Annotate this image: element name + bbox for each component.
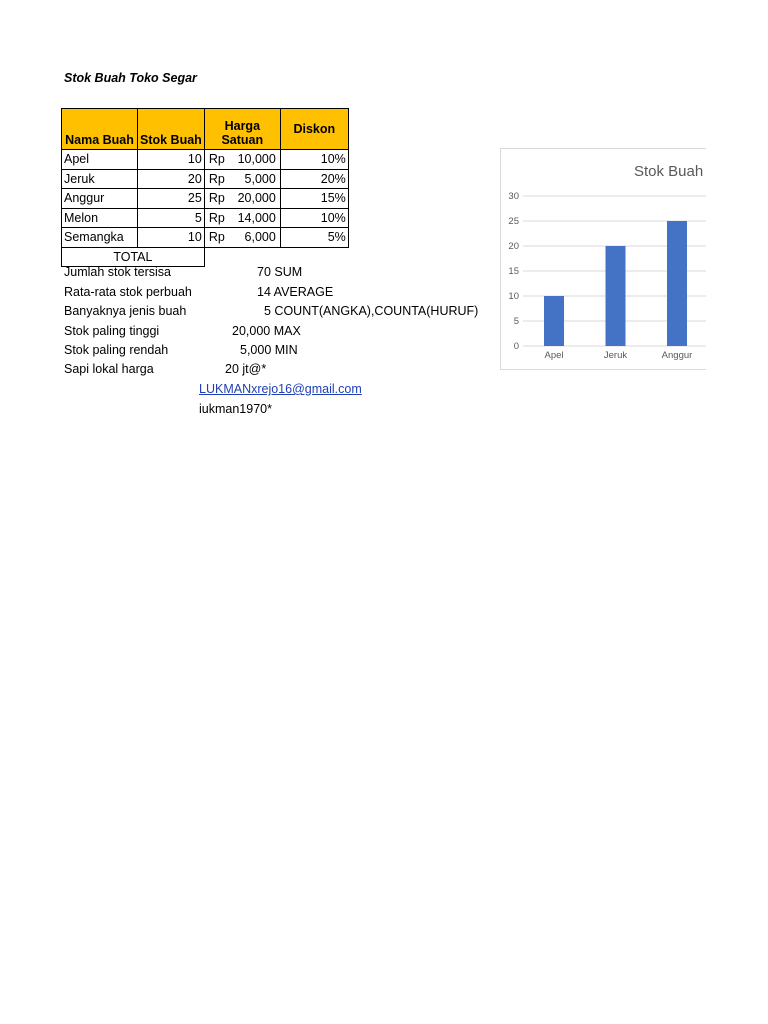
summary-label-jumlah[interactable]: Jumlah stok tersisa xyxy=(64,265,171,279)
summary-value-sapi[interactable]: 20 jt@* xyxy=(225,362,267,376)
cell-harga[interactable] xyxy=(204,208,280,228)
bar-jeruk[interactable] xyxy=(606,246,626,346)
cell-nama[interactable]: Melon xyxy=(62,208,138,228)
cell-stok[interactable]: 20 xyxy=(138,169,205,189)
blank-cell xyxy=(280,247,348,267)
cell-diskon[interactable]: 10% xyxy=(280,150,348,170)
chart-plot xyxy=(501,149,706,369)
y-tick-label: 25 xyxy=(508,216,519,227)
cell-harga[interactable] xyxy=(204,150,280,170)
table-row xyxy=(62,189,349,209)
header-harga-line2: Satuan xyxy=(221,133,264,147)
x-tick-label: Apel xyxy=(544,350,564,361)
summary-value-jumlah[interactable]: 70 SUM xyxy=(257,265,303,279)
currency-label: Rp xyxy=(208,191,225,205)
total-label[interactable]: TOTAL xyxy=(62,247,205,267)
y-tick-label: 0 xyxy=(513,341,519,352)
table-row xyxy=(62,150,349,170)
summary-label-rata[interactable]: Rata-rata stok perbuah xyxy=(64,285,192,299)
y-tick-label: 30 xyxy=(508,191,519,202)
sheet-title: Stok Buah Toko Segar xyxy=(64,71,197,85)
cell-nama[interactable]: Semangka xyxy=(62,228,138,248)
harga-amount: 14,000 xyxy=(237,210,276,225)
header-nama-buah[interactable]: Nama Buah xyxy=(62,109,138,150)
header-harga-line1: Harga xyxy=(224,119,261,133)
stock-chart[interactable] xyxy=(500,148,706,370)
currency-label: Rp xyxy=(208,210,225,225)
cell-nama[interactable]: Anggur xyxy=(62,189,138,209)
harga-amount: 10,000 xyxy=(237,152,276,166)
summary-value-tertinggi[interactable]: 20,000 MAX xyxy=(232,324,301,338)
bar-apel[interactable] xyxy=(544,296,564,346)
currency-label: Rp xyxy=(208,230,225,244)
email-link[interactable]: LUKMANxrejo16@gmail.com xyxy=(199,382,362,396)
header-harga-satuan[interactable] xyxy=(204,109,280,150)
total-row xyxy=(62,247,349,267)
cell-nama[interactable]: Apel xyxy=(62,150,138,170)
cell-stok[interactable]: 10 xyxy=(138,228,205,248)
cell-stok[interactable]: 25 xyxy=(138,189,205,209)
cell-diskon[interactable]: 20% xyxy=(280,169,348,189)
cell-diskon[interactable]: 15% xyxy=(280,189,348,209)
summary-value-banyak[interactable]: 5 COUNT(ANGKA),COUNTA(HURUF) xyxy=(264,304,479,318)
cell-diskon[interactable]: 10% xyxy=(280,208,348,228)
table-header-row xyxy=(62,109,349,150)
x-tick-label: Jeruk xyxy=(603,350,628,361)
table-row xyxy=(62,228,349,248)
y-tick-label: 20 xyxy=(508,241,519,252)
y-tick-label: 10 xyxy=(508,291,519,302)
summary-label-banyak[interactable]: Banyaknya jenis buah xyxy=(64,304,187,318)
cell-harga[interactable] xyxy=(204,228,280,248)
table-row xyxy=(62,169,349,189)
currency-label: Rp xyxy=(208,171,225,186)
summary-value-terendah[interactable]: 5,000 MIN xyxy=(240,343,298,357)
chart-title: Stok Buah xyxy=(634,163,704,180)
currency-label: Rp xyxy=(208,152,225,166)
harga-amount: 6,000 xyxy=(244,230,276,244)
summary-label-sapi[interactable]: Sapi lokal harga xyxy=(64,362,154,376)
harga-amount: 20,000 xyxy=(237,191,276,205)
cell-nama[interactable]: Jeruk xyxy=(62,169,138,189)
summary-label-tertinggi[interactable]: Stok paling tinggi xyxy=(64,324,160,338)
bar-anggur[interactable] xyxy=(667,221,687,346)
summary-value-rata[interactable]: 14 AVERAGE xyxy=(257,285,334,299)
summary-label-terendah[interactable]: Stok paling rendah xyxy=(64,343,169,357)
y-tick-label: 5 xyxy=(513,316,519,327)
cell-harga[interactable] xyxy=(204,169,280,189)
table-row xyxy=(62,208,349,228)
x-tick-label: Anggur xyxy=(661,350,693,361)
header-diskon[interactable]: Diskon xyxy=(280,109,348,150)
blank-cell xyxy=(204,247,280,267)
cell-stok[interactable]: 10 xyxy=(138,150,205,170)
cell-diskon[interactable]: 5% xyxy=(280,228,348,248)
header-stok-buah[interactable]: Stok Buah xyxy=(138,109,205,150)
stock-table xyxy=(61,108,349,267)
cell-stok[interactable]: 5 xyxy=(138,208,205,228)
harga-amount: 5,000 xyxy=(244,171,276,186)
y-tick-label: 15 xyxy=(508,266,519,277)
password-text[interactable]: iukman1970* xyxy=(199,402,272,416)
cell-harga[interactable] xyxy=(204,189,280,209)
